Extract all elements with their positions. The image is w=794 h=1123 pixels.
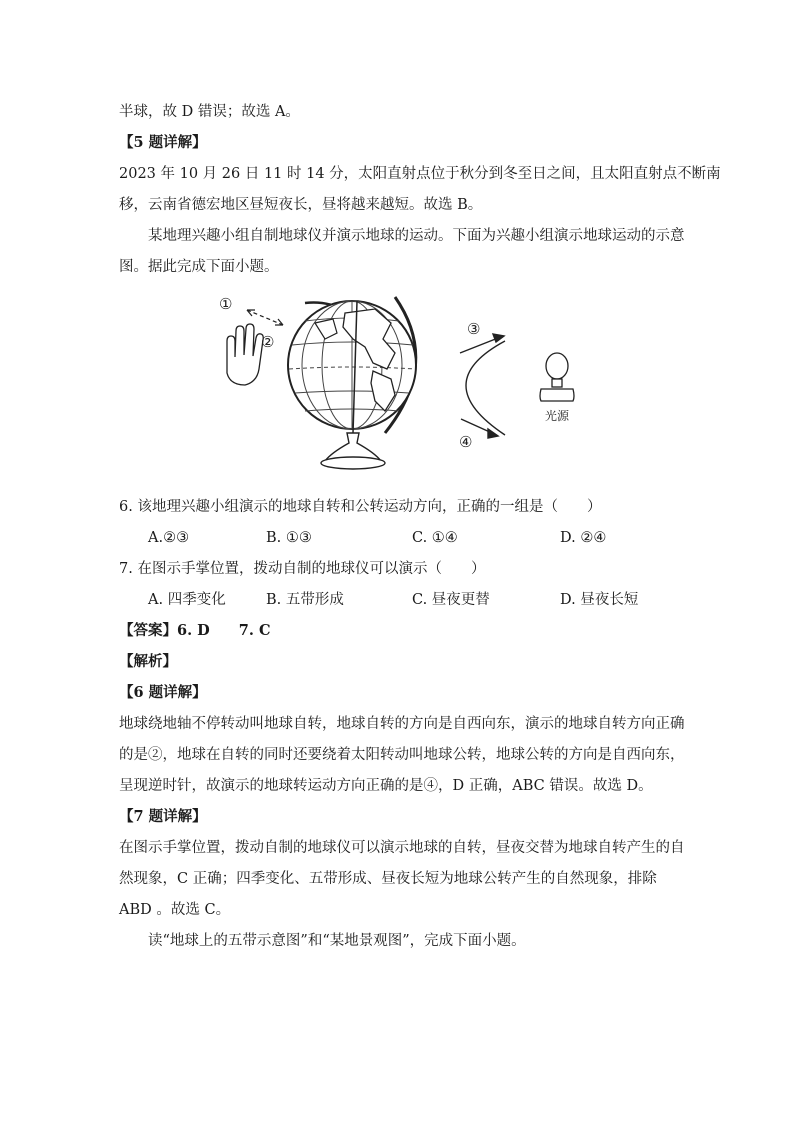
question-6: 6. 该地理兴趣小组演示的地球自转和公转运动方向，正确的一组是（ ）	[119, 499, 602, 515]
section-heading: 【5 题详解】	[119, 134, 207, 151]
light-bulb-icon	[540, 353, 574, 401]
text-line: 在图示手掌位置，拨动自制的地球仪可以演示地球的自转，昼夜交替为地球自转产生的自	[119, 840, 685, 856]
text-line: 地球绕地轴不停转动叫地球自转，地球自转的方向是自西向东，演示的地球自转方向正确	[119, 716, 685, 732]
light-source-label: 光源	[544, 409, 570, 423]
text-line: ABD 。故选 C。	[119, 902, 231, 918]
q6-option-a: A.②③	[148, 530, 190, 546]
globe-demo-figure	[205, 283, 605, 478]
q6-option-d: D. ②④	[560, 530, 607, 546]
analysis-heading: 【解析】	[119, 653, 177, 670]
q7-option-b: B. 五带形成	[266, 592, 344, 608]
answer-line: 【答案】6. D 7. C	[119, 622, 271, 639]
q7-option-a: A. 四季变化	[148, 592, 226, 608]
text-line: 移，云南省德宏地区昼短夜长，昼将越来越短。故选 B。	[119, 197, 483, 213]
text-line: 某地理兴趣小组自制地球仪并演示地球的运动。下面为兴趣小组演示地球运动的示意	[148, 228, 685, 244]
text-line: 的是②，地球在自转的同时还要绕着太阳转动叫地球公转，地球公转的方向是自西向东，	[119, 747, 685, 763]
text-line: 呈现逆时针，故演示的地球转运动方向正确的是④，D 正确，ABC 错误。故选 D。	[119, 778, 653, 794]
text-line: 半球，故 D 错误；故选 A。	[119, 104, 300, 120]
q6-option-c: C. ①④	[412, 530, 458, 546]
globe-icon	[288, 297, 416, 433]
hand-icon	[227, 324, 263, 385]
section-heading: 【7 题详解】	[119, 808, 207, 825]
q7-option-d: D. 昼夜长短	[560, 592, 639, 608]
section-heading: 【6 题详解】	[119, 684, 207, 701]
text-line: 然现象，C 正确；四季变化、五带形成、昼夜长短为地球公转产生的自然现象，排除	[119, 871, 657, 887]
text-line: 图。据此完成下面小题。	[119, 259, 279, 275]
globe-stand-icon	[321, 433, 385, 469]
label-1: ①	[219, 295, 233, 313]
label-3: ③	[467, 320, 481, 338]
text-line: 读“地球上的五带示意图”和“某地景观图”，完成下面小题。	[148, 933, 526, 949]
orbit-arc	[466, 341, 505, 435]
label-4: ④	[459, 433, 473, 451]
question-7: 7. 在图示手掌位置，拨动自制的地球仪可以演示（ ）	[119, 561, 486, 577]
text-line: 2023 年 10 月 26 日 11 时 14 分，太阳直射点位于秋分到冬至日之间，且太阳直射点不断南	[119, 166, 721, 182]
double-arrow-icon	[247, 310, 283, 325]
q7-option-c: C. 昼夜更替	[412, 592, 490, 608]
label-2: ②	[261, 333, 275, 351]
q6-option-b: B. ①③	[266, 530, 312, 546]
